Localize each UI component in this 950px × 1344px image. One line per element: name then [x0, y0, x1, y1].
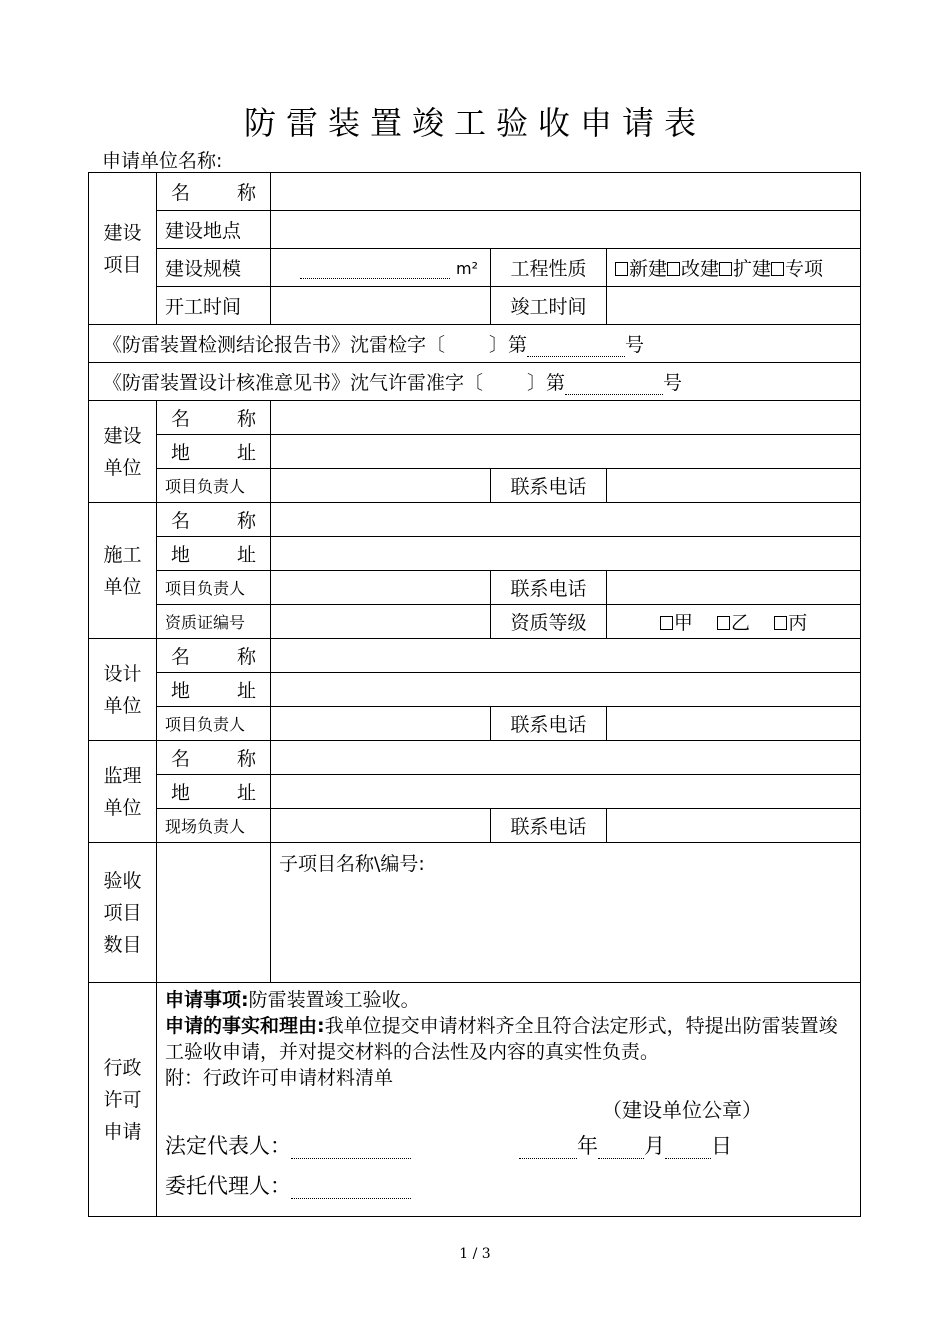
builder-section-label — [89, 503, 157, 639]
design-section-label — [89, 639, 157, 741]
construction-leader-label: 项目负责人 — [157, 469, 271, 503]
label-char: 称 — [236, 182, 256, 204]
acceptance-section-text: 验收 项目 数目 — [103, 869, 142, 956]
year-dotline[interactable] — [519, 1144, 577, 1159]
form-title: 防雷装置竣工验收申请表 — [243, 104, 706, 142]
supervision-phone-field[interactable] — [607, 809, 861, 843]
applicant-label: 申请单位名称: — [102, 150, 223, 172]
label-char: 名 — [171, 748, 191, 770]
matter-text: 防雷装置竣工验收。 — [248, 989, 420, 1011]
supervision-leader-field[interactable] — [271, 809, 491, 843]
label-char: 名 — [171, 510, 191, 532]
builder-cert-field[interactable] — [271, 605, 491, 639]
project-start-field[interactable] — [271, 287, 491, 325]
acceptance-count-field[interactable] — [157, 843, 271, 983]
builder-phone-field[interactable] — [607, 571, 861, 605]
construction-address-label — [157, 435, 271, 469]
design-dotline — [565, 380, 663, 395]
project-location-field[interactable] — [271, 211, 861, 249]
project-scale-label: 建设规模 — [157, 249, 271, 287]
construction-name-field[interactable] — [271, 401, 861, 435]
checkbox-grade-b[interactable]: 乙 — [717, 612, 750, 634]
report-dotline — [527, 342, 625, 357]
page-number: 1 / 3 — [459, 1246, 491, 1262]
year-label: 年 — [577, 1134, 598, 1158]
label-char: 址 — [236, 782, 256, 804]
scale-unit: m² — [456, 258, 478, 278]
applicant-dotline — [224, 156, 744, 173]
project-finish-field[interactable] — [607, 287, 861, 325]
month-label: 月 — [644, 1134, 665, 1158]
design-leader-label: 项目负责人 — [157, 707, 271, 741]
design-phone-field[interactable] — [607, 707, 861, 741]
report-line-text: 《防雷装置检测结论报告书》沈雷检字〔 — [103, 334, 446, 356]
checkbox-new[interactable]: 新建 — [615, 258, 667, 280]
builder-cert-label: 资质证编号 — [157, 605, 271, 639]
label-char: 名 — [171, 408, 191, 430]
construction-phone-label: 联系电话 — [491, 469, 607, 503]
agent-dotline[interactable] — [291, 1184, 411, 1199]
construction-address-field[interactable] — [271, 435, 861, 469]
builder-section-text: 施工 单位 — [103, 543, 142, 598]
construction-section-label — [89, 401, 157, 503]
legal-rep-label: 法定代表人： — [165, 1134, 291, 1158]
checkbox-expand[interactable]: 扩建 — [719, 258, 771, 280]
design-line-bracket: 〕第 — [527, 372, 566, 394]
project-section-label — [89, 173, 157, 325]
stamp-label: （建设单位公章） — [602, 1098, 763, 1122]
legal-rep-row — [165, 1133, 852, 1159]
checkbox-special[interactable]: 专项 — [771, 258, 823, 280]
admin-application-content — [157, 983, 861, 1217]
builder-address-field[interactable] — [271, 537, 861, 571]
report-line-suffix: 号 — [625, 334, 645, 356]
label-char: 址 — [236, 442, 256, 464]
label-char: 称 — [236, 408, 256, 430]
checkbox-icon[interactable] — [615, 262, 628, 276]
checkbox-icon[interactable] — [717, 616, 730, 630]
supervision-leader-label: 现场负责人 — [157, 809, 271, 843]
project-name-field[interactable] — [271, 173, 861, 211]
checkbox-icon[interactable] — [774, 616, 787, 630]
supervision-name-field[interactable] — [271, 741, 861, 775]
report-number-line[interactable] — [89, 325, 861, 363]
project-section-text: 建设 项目 — [103, 221, 142, 276]
label-char: 称 — [236, 646, 256, 668]
acceptance-section-label — [89, 843, 157, 983]
design-name-label — [157, 639, 271, 673]
builder-name-label — [157, 503, 271, 537]
supervision-name-label — [157, 741, 271, 775]
supervision-address-label — [157, 775, 271, 809]
admin-section-label — [89, 983, 157, 1217]
builder-name-field[interactable] — [271, 503, 861, 537]
attachment-text: 附：行政许可申请材料清单 — [165, 1067, 394, 1089]
design-phone-label: 联系电话 — [491, 707, 607, 741]
label-char: 地 — [171, 544, 191, 566]
project-name-label — [157, 173, 271, 211]
project-nature-options[interactable] — [607, 249, 861, 287]
project-nature-label: 工程性质 — [491, 249, 607, 287]
design-opinion-line[interactable] — [89, 363, 861, 401]
scale-dotline — [300, 264, 450, 279]
construction-leader-field[interactable] — [271, 469, 491, 503]
applicant-name-field[interactable] — [102, 146, 744, 173]
checkbox-icon[interactable] — [660, 616, 673, 630]
label-char: 名 — [171, 646, 191, 668]
construction-section-text: 建设 单位 — [103, 424, 142, 479]
reason-text: 我单位提交申请材料齐全且符合法定形式，特提出防雷装置竣工验收申请，并对提交材料的合法性及内容的真实性负责。 — [165, 1015, 838, 1063]
supervision-section-label — [89, 741, 157, 843]
supervision-address-field[interactable] — [271, 775, 861, 809]
agent-label: 委托代理人： — [165, 1174, 291, 1198]
month-dotline[interactable] — [598, 1144, 644, 1159]
construction-name-label — [157, 401, 271, 435]
checkbox-icon[interactable] — [667, 262, 680, 276]
report-line-bracket: 〕第 — [489, 334, 528, 356]
subitem-label: 子项目名称\编号: — [279, 853, 425, 875]
matter-label: 申请事项: — [165, 989, 249, 1011]
admin-section-text: 行政 许可 申请 — [103, 1056, 142, 1143]
builder-leader-label: 项目负责人 — [157, 571, 271, 605]
design-line-text: 《防雷装置设计核准意见书》沈气许雷准字〔 — [103, 372, 484, 394]
design-address-field[interactable] — [271, 673, 861, 707]
label-char: 地 — [171, 680, 191, 702]
construction-phone-field[interactable] — [607, 469, 861, 503]
design-section-text: 设计 单位 — [103, 662, 142, 717]
checkbox-icon[interactable] — [719, 262, 732, 276]
acceptance-subitems-field[interactable] — [271, 843, 861, 983]
label-char: 地 — [171, 442, 191, 464]
agent-row — [165, 1173, 852, 1199]
reason-label: 申请的事实和理由: — [165, 1015, 325, 1037]
day-label: 日 — [711, 1134, 732, 1158]
checkbox-grade-a[interactable]: 甲 — [660, 612, 693, 634]
project-scale-field[interactable] — [271, 249, 491, 287]
application-form-table — [88, 172, 861, 1217]
label-char: 称 — [236, 510, 256, 532]
builder-leader-field[interactable] — [271, 571, 491, 605]
day-dotline[interactable] — [665, 1144, 711, 1159]
design-address-label — [157, 673, 271, 707]
label-char: 地 — [171, 782, 191, 804]
builder-grade-label: 资质等级 — [491, 605, 607, 639]
label-char: 址 — [236, 680, 256, 702]
builder-grade-options[interactable] — [607, 605, 861, 639]
label-char: 址 — [236, 544, 256, 566]
checkbox-icon[interactable] — [771, 262, 784, 276]
checkbox-rebuild[interactable]: 改建 — [667, 258, 719, 280]
project-location-label: 建设地点 — [157, 211, 271, 249]
builder-phone-label: 联系电话 — [491, 571, 607, 605]
checkbox-grade-c[interactable]: 丙 — [774, 612, 807, 634]
supervision-section-text: 监理 单位 — [103, 764, 142, 819]
legal-rep-dotline[interactable] — [291, 1144, 411, 1159]
builder-address-label — [157, 537, 271, 571]
label-char: 名 — [171, 182, 191, 204]
project-finish-label: 竣工时间 — [491, 287, 607, 325]
project-start-label: 开工时间 — [157, 287, 271, 325]
design-leader-field[interactable] — [271, 707, 491, 741]
label-char: 称 — [236, 748, 256, 770]
design-name-field[interactable] — [271, 639, 861, 673]
supervision-phone-label: 联系电话 — [491, 809, 607, 843]
design-line-suffix: 号 — [663, 372, 683, 394]
